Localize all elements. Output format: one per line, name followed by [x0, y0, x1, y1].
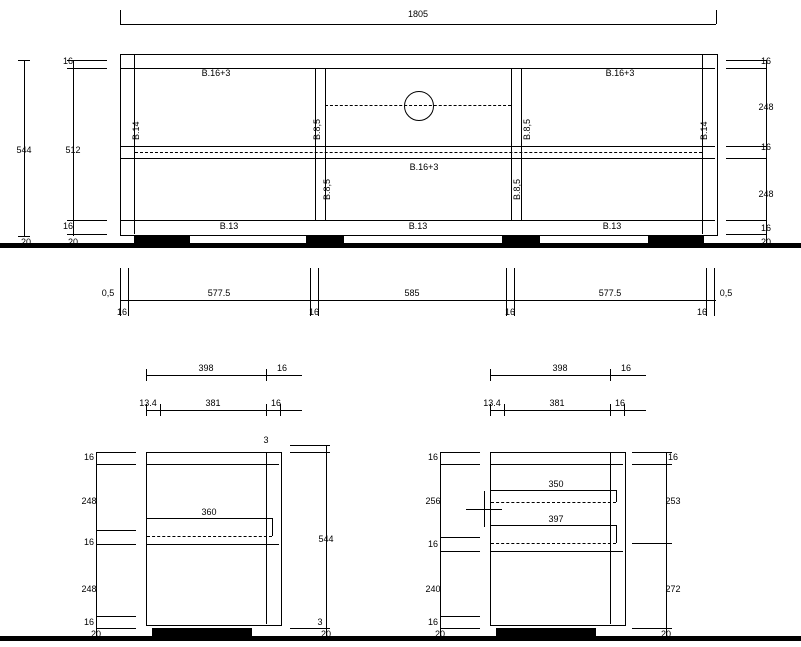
foot-center-right — [502, 235, 540, 243]
label-bottom-right-panel: B.13 — [602, 221, 622, 231]
lsv-right-tick-1 — [290, 445, 330, 446]
dim-bottom-line — [120, 300, 716, 301]
dim-lsv-248-upper: 248 — [81, 496, 97, 506]
label-inner-right-low-panel: B.8,5 — [512, 178, 522, 200]
dim-right-tick-5 — [726, 220, 766, 221]
foot-center-left — [306, 235, 344, 243]
dim-left-front-134: 13.4 — [139, 398, 157, 408]
label-inner-left-low-panel: B.8,5 — [322, 178, 332, 200]
dim-rsv-right-20: 20 — [660, 629, 672, 639]
rsv-right-tick-2 — [632, 464, 672, 465]
dim-bottom-ext-2 — [128, 268, 129, 316]
divider-left-a — [315, 69, 316, 221]
dim-right-tick-6 — [726, 234, 766, 235]
lsv-right-tick-2 — [290, 452, 330, 453]
left-side-shelf-solid — [147, 518, 272, 519]
dim-right-16-bottom: 16 — [760, 223, 772, 233]
lsv-tick-7 — [96, 636, 136, 637]
dim-seg3-5775: 577.5 — [598, 288, 622, 298]
dim-bottom-thickness-16: 16 — [62, 221, 74, 231]
right-side-lower-shelf-tick — [616, 525, 617, 543]
dim-tick-512-bottom — [67, 234, 107, 235]
label-left-top-panel: B.16+3 — [201, 68, 231, 78]
rsv-right-tick-3 — [632, 543, 672, 544]
label-left-side-panel: B.14 — [131, 121, 141, 140]
left-side-foot — [152, 628, 252, 636]
lsv-tick-6 — [96, 628, 136, 629]
cabinet-outline — [120, 54, 718, 236]
left-side-shelf-dashed — [147, 536, 272, 537]
right-side-top-inner — [491, 464, 623, 465]
left-side-shelf-solid-2 — [147, 544, 279, 545]
dim-thickness-t2: 16 — [308, 307, 320, 317]
dim-overall-width: 1805 — [407, 9, 429, 19]
crosshair-vertical — [484, 491, 485, 527]
foot-left — [134, 235, 190, 243]
dim-lsv-right-20: 20 — [320, 629, 332, 639]
dim-left-depth-381: 381 — [205, 398, 221, 408]
dim-line-right-398 — [490, 375, 610, 376]
dim-lsv-16-mid: 16 — [83, 537, 95, 547]
left-side-back-line — [266, 452, 267, 624]
dim-512: 512 — [65, 145, 81, 155]
dim-tick-rr2-b — [504, 404, 505, 416]
dim-thickness-t1: 16 — [116, 307, 128, 317]
dim-edge-left-05: 0,5 — [101, 288, 115, 298]
rsv-right-chain — [666, 452, 667, 636]
dim-seg2-585: 585 — [404, 288, 420, 298]
left-side-shelf-tick — [272, 518, 273, 536]
lsv-tick-3 — [96, 530, 136, 531]
dim-plinth-20-left: 20 — [20, 237, 32, 247]
dim-left-thickness-16: 16 — [276, 363, 288, 373]
dim-right-16-mid: 16 — [760, 142, 772, 152]
dim-lsv-248-lower: 248 — [81, 584, 97, 594]
rsv-chain — [440, 452, 441, 636]
dim-right-tick-4 — [726, 158, 766, 159]
dim-rsv-right-16: 16 — [667, 452, 679, 462]
dim-left-width-398: 398 — [198, 363, 214, 373]
dim-seg1-5775: 577.5 — [207, 288, 231, 298]
dim-line-left-16a — [266, 375, 302, 376]
dim-lsv-gap-3-bottom: 3 — [317, 617, 323, 627]
foot-right — [648, 235, 704, 243]
dim-right-thickness-16: 16 — [620, 363, 632, 373]
lsv-tick-2 — [96, 464, 136, 465]
dim-left-back-16: 16 — [270, 398, 282, 408]
label-right-top-panel: B.16+3 — [605, 68, 635, 78]
rsv-right-tick-1 — [632, 452, 672, 453]
dim-tick-16-top — [67, 68, 107, 69]
right-side-upper-shelf-dashed — [491, 502, 616, 503]
dim-right-16-top: 16 — [760, 56, 772, 66]
label-inner-right-panel: B.8,5 — [522, 118, 532, 140]
rsv-tick-6 — [440, 628, 480, 629]
label-bottom-center-panel: B.13 — [408, 221, 428, 231]
lsv-chain — [96, 452, 97, 636]
dim-tick-16-bottom — [67, 220, 107, 221]
dim-line-overall-width — [120, 24, 716, 25]
dim-rsv-256: 256 — [425, 496, 441, 506]
dim-right-248-lower: 248 — [758, 189, 774, 199]
dim-rsv-front-134: 13.4 — [483, 398, 501, 408]
left-side-top-inner — [147, 464, 279, 465]
dim-line-left-row2 — [146, 410, 302, 411]
dim-plinth-20-left2: 20 — [67, 237, 79, 247]
lsv-tick-4 — [96, 544, 136, 545]
dim-rsv-back-16: 16 — [614, 398, 626, 408]
shelf-line-solid — [121, 146, 715, 147]
rsv-tick-4 — [440, 551, 480, 552]
right-side-lower-shelf-solid — [491, 525, 616, 526]
knob-circle-icon — [404, 91, 434, 121]
right-side-back-line — [610, 452, 611, 624]
dim-lsv-16-bottom: 16 — [83, 617, 95, 627]
dim-right-tick-2 — [726, 68, 766, 69]
dim-right-248-upper: 248 — [758, 102, 774, 112]
dim-top-thickness-16: 16 — [62, 56, 74, 66]
dim-rsv-16-mid: 16 — [427, 539, 439, 549]
rsv-tick-1 — [440, 452, 480, 453]
dim-thickness-t4: 16 — [696, 307, 708, 317]
dim-lsv-544: 544 — [318, 534, 334, 544]
dim-lsv-20-plinth: 20 — [90, 629, 102, 639]
dim-lsv-gap-3-top: 3 — [263, 435, 269, 445]
label-inner-left-panel: B.8,5 — [312, 118, 322, 140]
rsv-tick-3 — [440, 537, 480, 538]
dim-544: 544 — [16, 145, 32, 155]
right-side-upper-shelf-tick — [616, 490, 617, 502]
dim-rsv-16-bottom: 16 — [427, 617, 439, 627]
dim-tick-right — [716, 10, 717, 24]
dim-rsv-shelf-350: 350 — [548, 479, 564, 489]
dim-right-width-398: 398 — [552, 363, 568, 373]
dim-lsv-16-top: 16 — [83, 452, 95, 462]
lsv-tick-5 — [96, 616, 136, 617]
dim-line-right-row2 — [490, 410, 646, 411]
right-side-upper-shelf-solid — [491, 490, 616, 491]
dim-bottom-ext-8 — [714, 268, 715, 316]
shelf-line-dashed — [135, 152, 702, 153]
dim-left-shelf-360: 360 — [201, 507, 217, 517]
dim-rsv-20-plinth: 20 — [434, 629, 446, 639]
ground-line-top-view — [0, 243, 801, 248]
right-side-lower-shelf-solid-2 — [491, 551, 623, 552]
label-right-side-panel: B.14 — [699, 121, 709, 140]
dim-thickness-t3: 16 — [504, 307, 516, 317]
dim-tick-r2-c — [266, 404, 267, 416]
dim-tick-rr2-c — [610, 404, 611, 416]
right-side-lower-shelf-dashed — [491, 543, 616, 544]
rsv-tick-2 — [440, 464, 480, 465]
dim-rsv-16-top: 16 — [427, 452, 439, 462]
dim-tick-544-top — [18, 60, 30, 61]
dim-line-left-398 — [146, 375, 266, 376]
dim-tick-right-398-a — [490, 369, 491, 381]
dim-line-right-16a — [610, 375, 646, 376]
rsv-tick-5 — [440, 616, 480, 617]
dim-tick-left — [120, 10, 121, 24]
shelf-line-solid-2 — [121, 158, 715, 159]
dim-edge-right-05: 0,5 — [719, 288, 733, 298]
label-center-mid-panel: B.16+3 — [409, 162, 439, 172]
cabinet-left-inner-line — [134, 55, 135, 234]
right-side-foot — [496, 628, 596, 636]
dim-rsv-right-253: 253 — [665, 496, 681, 506]
dim-rsv-240: 240 — [425, 584, 441, 594]
dim-tick-r2-b — [160, 404, 161, 416]
dim-rsv-depth-381: 381 — [549, 398, 565, 408]
cabinet-right-inner-line — [702, 55, 703, 234]
left-side-outline — [146, 452, 282, 626]
label-bottom-left-panel: B.13 — [219, 221, 239, 231]
lsv-tick-1 — [96, 452, 136, 453]
dim-rsv-shelf-397: 397 — [548, 514, 564, 524]
rsv-tick-7 — [440, 636, 480, 637]
dim-rsv-right-272: 272 — [665, 584, 681, 594]
dim-tick-left-398-a — [146, 369, 147, 381]
dim-right-20-plinth: 20 — [760, 237, 772, 247]
